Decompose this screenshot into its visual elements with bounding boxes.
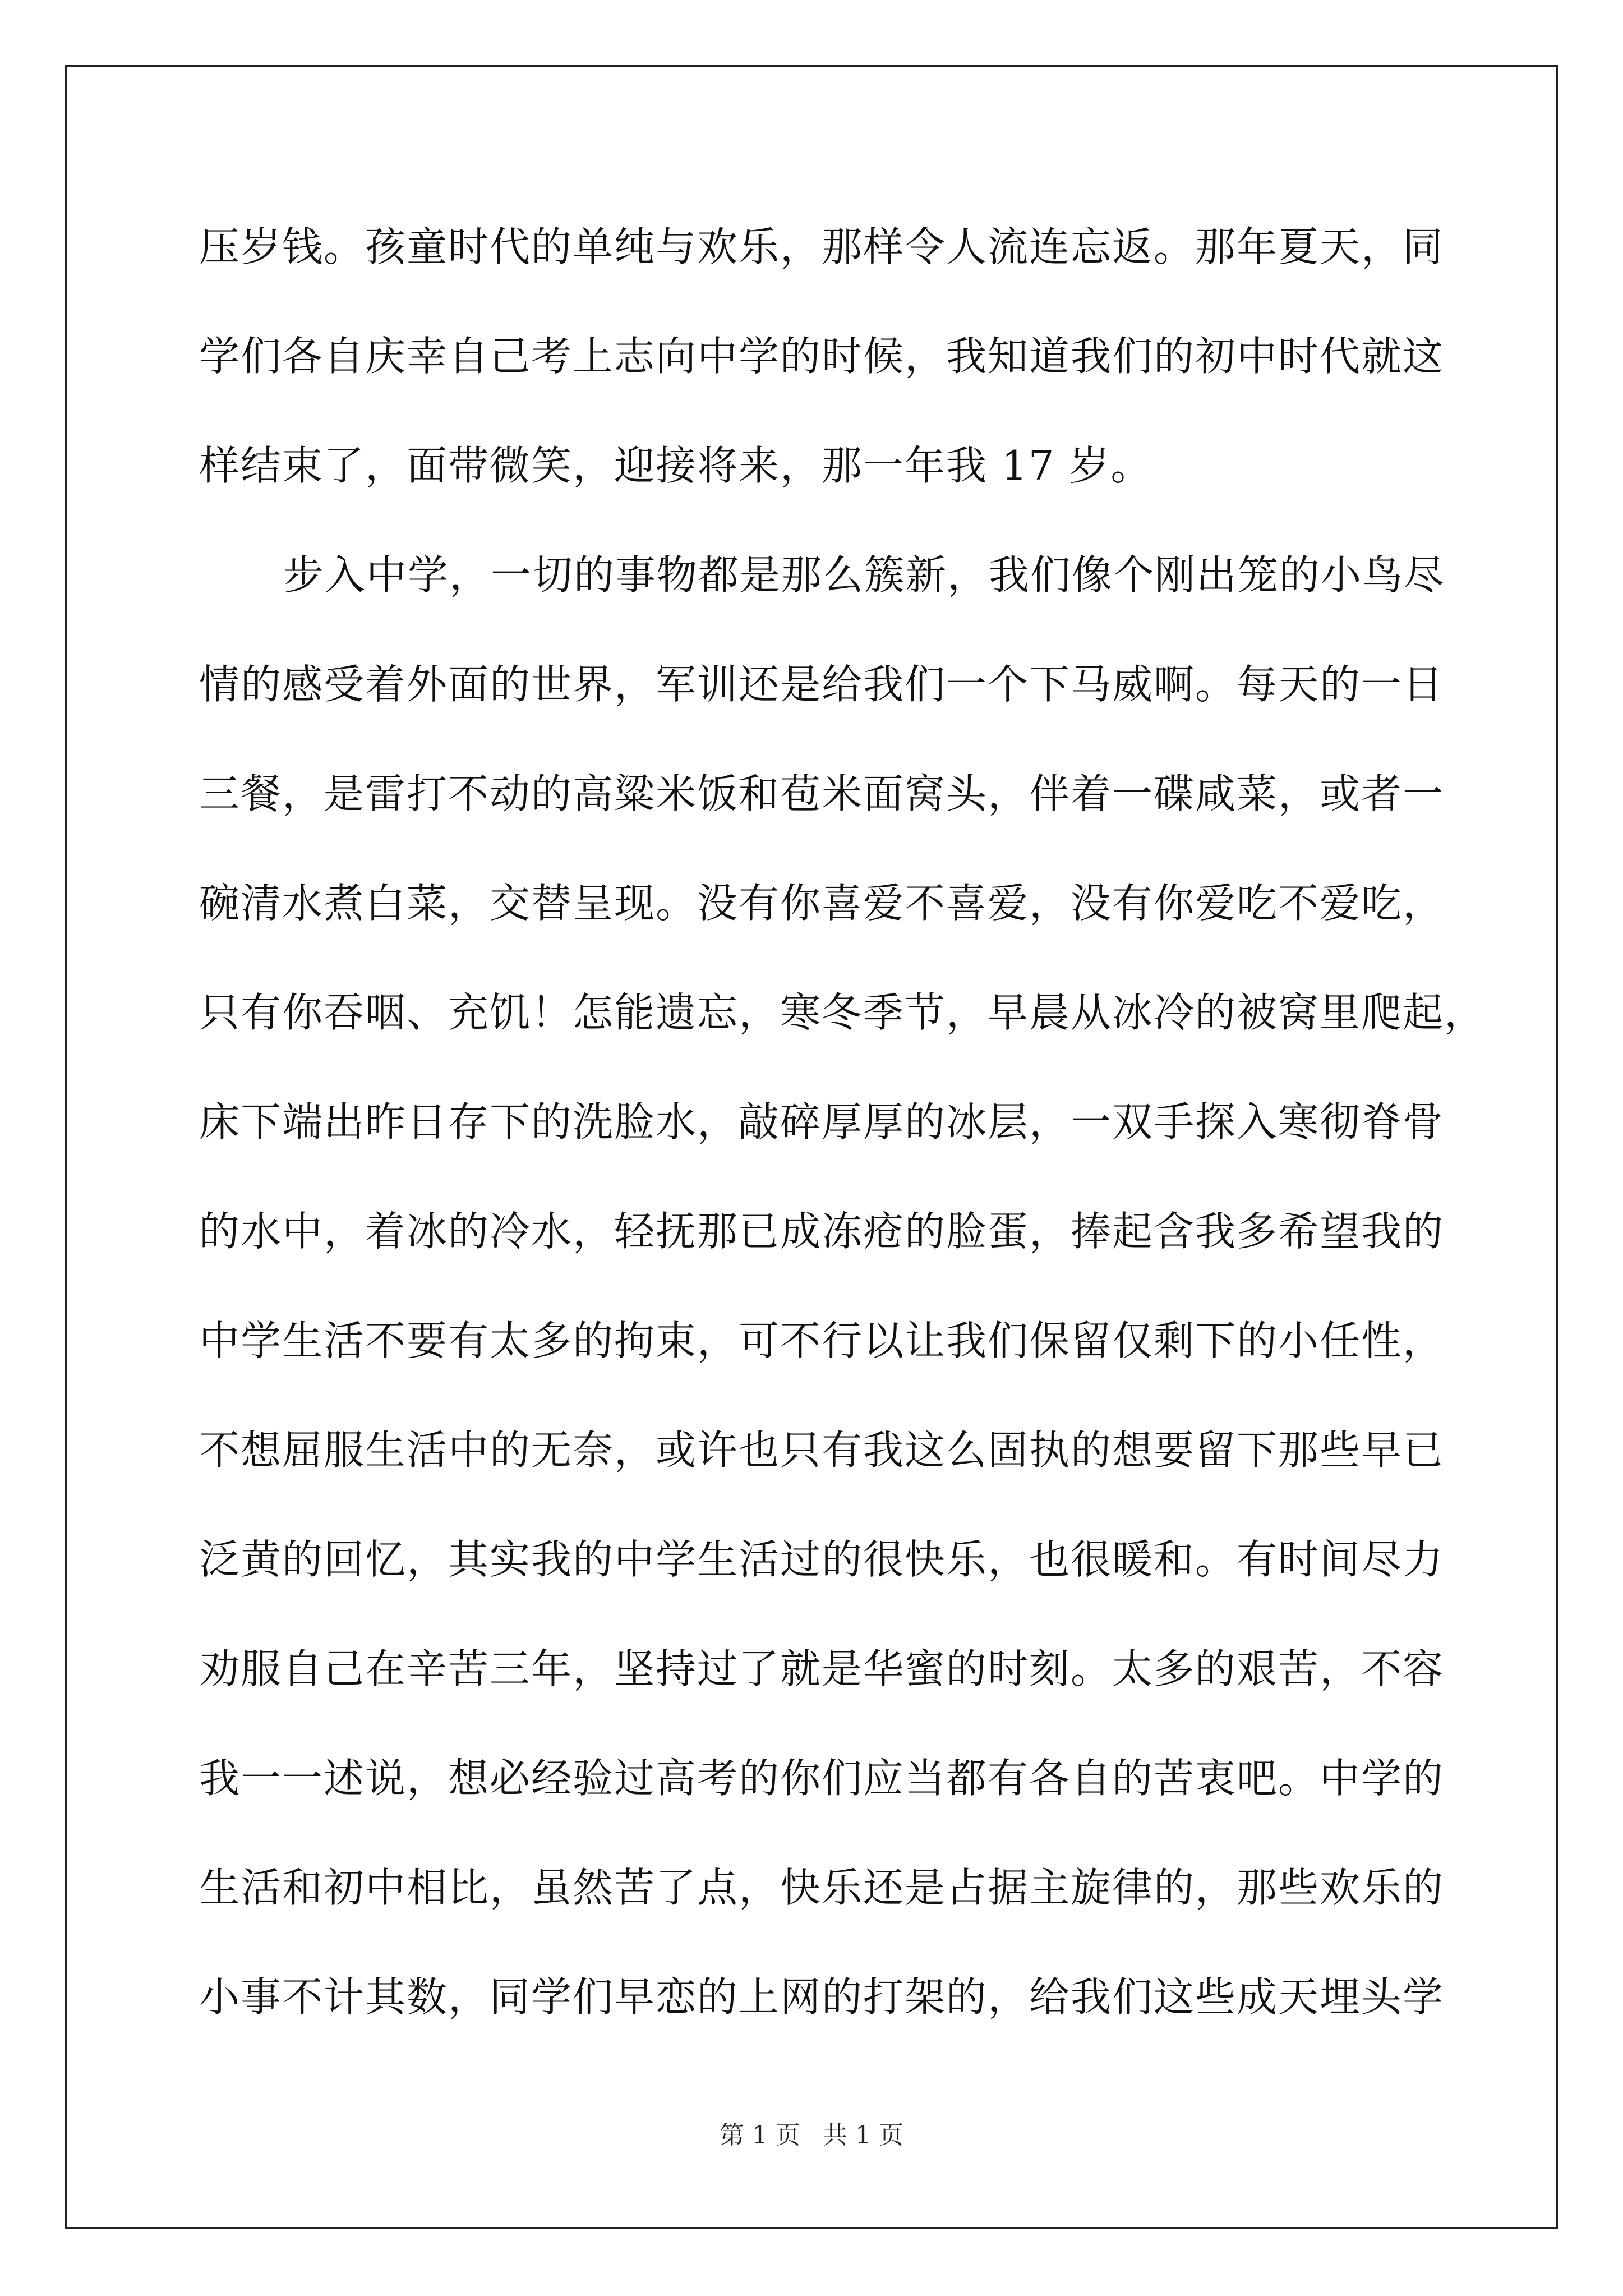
text-line-15: 我一一述说，想必经验过高考的你们应当都有各自的苦衷吧。中学的 — [199, 1755, 1445, 1802]
text-line-17: 小事不计其数，同学们早恋的上网的打架的，给我们这些成天埋头学 — [199, 1973, 1445, 2021]
text-line-10: 的水中，着冰的冷水，轻抚那已成冻疮的脸蛋，捧起含我多希望我的 — [199, 1208, 1445, 1255]
text-line-13: 泛黄的回忆，其实我的中学生活过的很快乐，也很暖和。有时间尽力 — [199, 1536, 1445, 1583]
text-line-1: 压岁钱。孩童时代的单纯与欢乐，那样令人流连忘返。那年夏天，同 — [199, 223, 1445, 270]
text-line-14: 劝服自己在辛苦三年，坚持过了就是华蜜的时刻。太多的艰苦，不容 — [199, 1645, 1445, 1692]
text-line-5: 情的感受着外面的世界，军训还是给我们一个下马威啊。每天的一日 — [199, 661, 1445, 708]
page-number: 第 1 页 — [720, 2121, 800, 2150]
text-line-4: 步入中学，一切的事物都是那么簇新，我们像个刚出笼的小鸟尽 — [283, 551, 1446, 599]
page-footer — [0, 2115, 1623, 2151]
page-total: 共 1 页 — [823, 2121, 903, 2150]
text-line-16: 生活和初中相比，虽然苦了点，快乐还是占据主旋律的，那些欢乐的 — [199, 1864, 1445, 1911]
text-line-11: 中学生活不要有太多的拘束，可不行以让我们保留仅剩下的小任性， — [199, 1317, 1445, 1364]
text-line-7: 碗清水煮白菜，交替呈现。没有你喜爱不喜爱，没有你爱吃不爱吃， — [199, 880, 1445, 927]
text-line-2: 学们各自庆幸自己考上志向中学的时候，我知道我们的初中时代就这 — [199, 333, 1445, 380]
text-line-6: 三餐，是雷打不动的高粱米饭和苞米面窝头，伴着一碟咸菜，或者一 — [199, 770, 1445, 817]
text-line-8: 只有你吞咽、充饥！怎能遗忘，寒冬季节，早晨从冰冷的被窝里爬起， — [199, 989, 1486, 1036]
text-line-12: 不想屈服生活中的无奈，或许也只有我这么固执的想要留下那些早已 — [199, 1427, 1445, 1474]
text-line-9: 床下端出昨日存下的洗脸水，敲碎厚厚的冰层，一双手探入寒彻脊骨 — [199, 1098, 1445, 1145]
text-line-3: 样结束了，面带微笑，迎接将来，那一年我 17 岁。 — [199, 442, 1152, 489]
document-body — [199, 216, 1486, 2076]
